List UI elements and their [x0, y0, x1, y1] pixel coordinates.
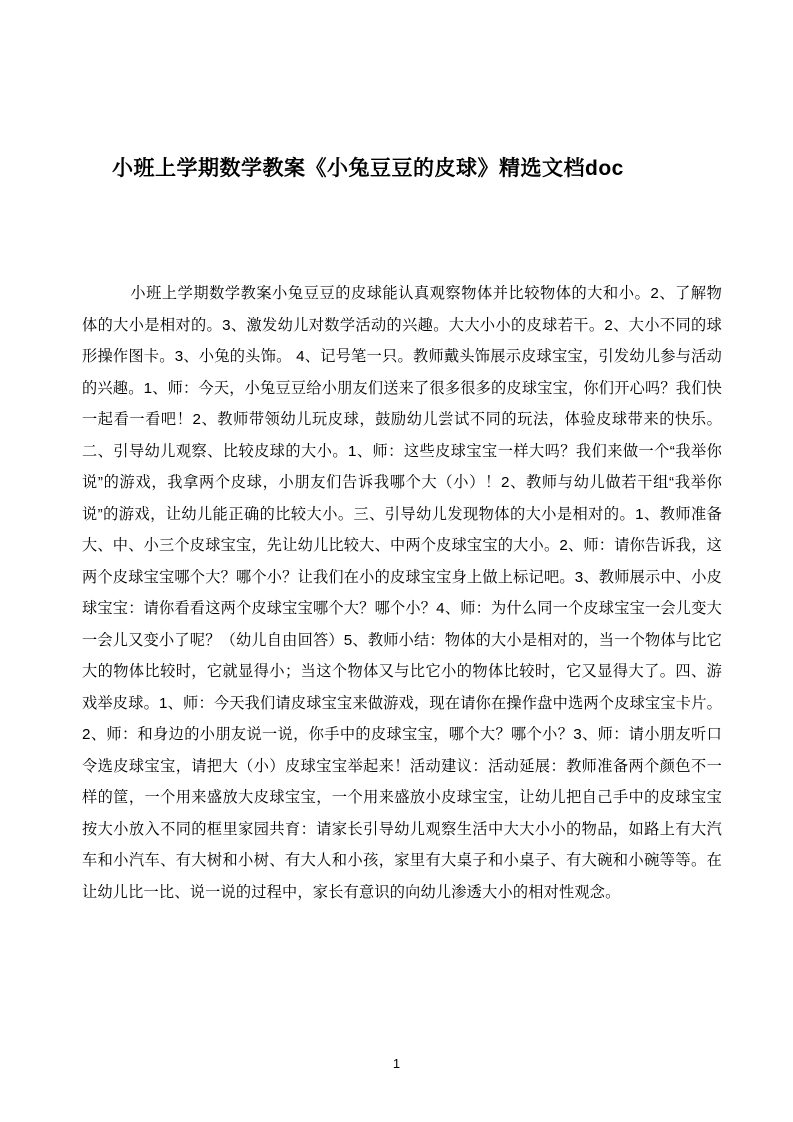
page-number: 1	[392, 1056, 401, 1071]
page-title: 小班上学期数学教案《小兔豆豆的皮球》精选文档doc	[112, 157, 624, 181]
document-body	[82, 278, 722, 908]
body-text: 小班上学期数学教案小兔豆豆的皮球能认真观察物体并比较物体的大和小。2、了解物体的大小是相对的。3、激发幼儿对数学活动的兴趣。大大小小的皮球若干。2、大小不同的球形操作图卡。3、小兔的头饰。 4、记号笔一只。教师戴头饰展示皮球宝宝，引发幼儿参与活动的兴趣。1、师：今天，小兔豆豆给小朋友们送来了很多很多的皮球宝宝，你们开心吗？我们快一起看一看吧！2、教师带领幼儿玩皮球，鼓励幼儿尝试不同的玩法，体验皮球带来的快乐。二、引导幼儿观察、比较皮球的大小。1、师：这些皮球宝宝一样大吗？我们来做一个“我举你说”的游戏，我拿两个皮球，小朋友们告诉我哪个大（小）！2、教师与幼儿做若干组“我举你说”的游戏，让幼儿能正确的比较大小。三、引导幼儿发现物体的大小是相对的。1、教师准备大、中、小三个皮球宝宝，先让幼儿比较大、中两个皮球宝宝的大小。2、师：请你告诉我，这两个皮球宝宝哪个大？哪个小？让我们在小的皮球宝宝身上做上标记吧。3、教师展示中、小皮球宝宝：请你看看这两个皮球宝宝哪个大？哪个小？4、师：为什么同一个皮球宝宝一会儿变大一会儿又变小了呢？（幼儿自由回答）5、教师小结：物体的大小是相对的，当一个物体与比它大的物体比较时，它就显得小；当这个物体又与比它小的物体比较时，它又显得大了。四、游戏举皮球。1、师：今天我们请皮球宝宝来做游戏，现在请你在操作盘中选两个皮球宝宝卡片。2、师：和身边的小朋友说一说，你手中的皮球宝宝，哪个大？哪个小？3、师：请小朋友听口令选皮球宝宝，请把大（小）皮球宝宝举起来！活动建议：活动延展：教师准备两个颜色不一样的筐，一个用来盛放大皮球宝宝，一个用来盛放小皮球宝宝，让幼儿把自己手中的皮球宝宝按大小放入不同的框里家园共育：请家长引导幼儿观察生活中大大小小的物品，如路上有大汽车和小汽车、有大树和小树、有大人和小孩，家里有大桌子和小桌子、有大碗和小碗等等。在让幼儿比一比、说一说的过程中，家长有意识的向幼儿渗透大小的相对性观念。	[82, 285, 722, 901]
